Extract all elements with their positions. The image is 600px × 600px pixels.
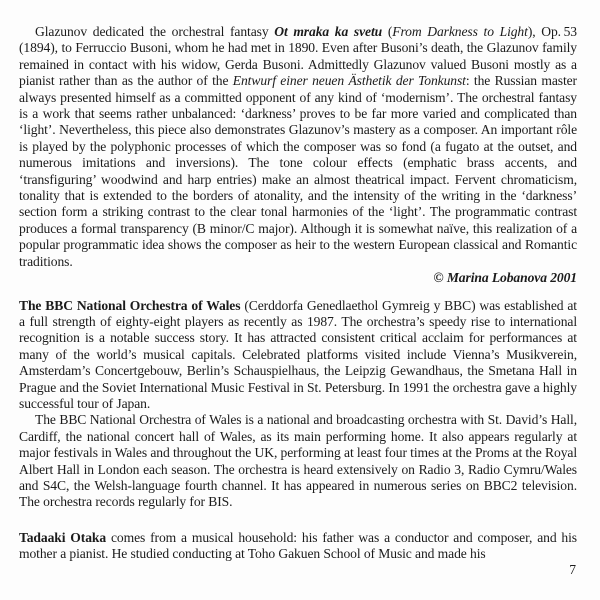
text-segment: comes from a musical household: his father was a conductor and composer, and his mother a pianist. He studied conducting at Toho Gakuen School of Music and made his	[19, 529, 577, 562]
text-segment: From Darkness to Light	[392, 24, 528, 39]
text-segment: Tadaaki Otaka	[19, 529, 107, 545]
text-segment: ), Op. 53 (1894), to Ferruccio Busoni, whom he had met in 1890. Even after Busoni’s death, the Glazunov family remained in contact with his widow, Gerda Busoni. Admittedly Glazunov valued Busoni mostly as a pianist rather than as the author of the	[19, 24, 577, 89]
text-segment: (	[382, 24, 393, 39]
page-number: 7	[569, 562, 576, 577]
otaka-paragraph	[19, 530, 577, 563]
author-credit	[19, 270, 577, 286]
text-segment: Ot mraka ka svetu	[274, 24, 383, 39]
text-segment: Entwurf einer neuen Ästhetik der Tonkunst	[232, 73, 466, 89]
text-segment: : the Russian master always presented himself as a committed opponent of any kind of ‘modernism’. The orchestral fantasy is a work that seems rather unbalanced: ‘darkness’ proves to be far more varied and complicated than ‘light’. Nevertheless, this piece also demonstrates Glazunov’s mastery as a composer. An important rôle is played by the polyphonic processes of which the composer was so fond (a fugato at the outset, and numerous imitations and inversions). The tone colour effects (emphatic brass accents, and ‘transfiguring’ woodwind and harp entries) make an almost theatrical impact. Fervent chromaticism, tonality that is extended to the borders of atonality, and the intensity of the writing in the ‘darkness’ section form a striking contrast to the clear tonal harmonies of the ‘light’. The programmatic contrast produces a formal transparency (B minor/C major). Although it is somewhat naïve, this realization of a popular programmatic idea shows the composer as heir to the western European classical and Romantic traditions.	[19, 73, 577, 269]
text-segment: Glazunov dedicated the orchestral fantasy	[35, 24, 275, 39]
bbc-orchestra-paragraph-2	[19, 412, 577, 510]
bbc-orchestra-paragraph-1	[19, 298, 577, 413]
text-segment: The BBC National Orchestra of Wales is a national and broadcasting orchestra with St. David’s Hall, Cardiff, the national concert hall of Wales, as its main performing home. It also appears regularly at major festivals in Wales and throughout the UK, performing at least four times at the Proms at the Royal Albert Hall in London each season. The orchestra is heard extensively on Radio 3, Radio Cymru/Wales and S4C, the Welsh-language fourth channel. It has appeared in numerous series on BBC2 television. The orchestra records regularly for BIS.	[19, 412, 577, 510]
glazunov-paragraph	[19, 24, 577, 270]
text-segment: © Marina Lobanova 2001	[433, 270, 577, 286]
text-segment: (Cerddorfa Genedlaethol Gymreig y BBC) was established at a full strength of eighty-eight players as recently as 1987. The orchestra’s speedy rise to international recognition is a notable success story. It has attracted consistent critical acclaim for performances at many of the world’s musical capitals. Celebrated platforms visited include Vienna’s Musikverein, Amsterdam’s Concertgebouw, Berlin’s Schauspielhaus, the Leipzig Gewandhaus, the Smetana Hall in Prague and the Soviet International Music Festival in St. Petersburg. In 1991 the orchestra gave a highly successful tour of Japan.	[19, 297, 577, 411]
text-segment: The BBC National Orchestra of Wales	[19, 297, 241, 313]
page-content	[19, 24, 577, 563]
